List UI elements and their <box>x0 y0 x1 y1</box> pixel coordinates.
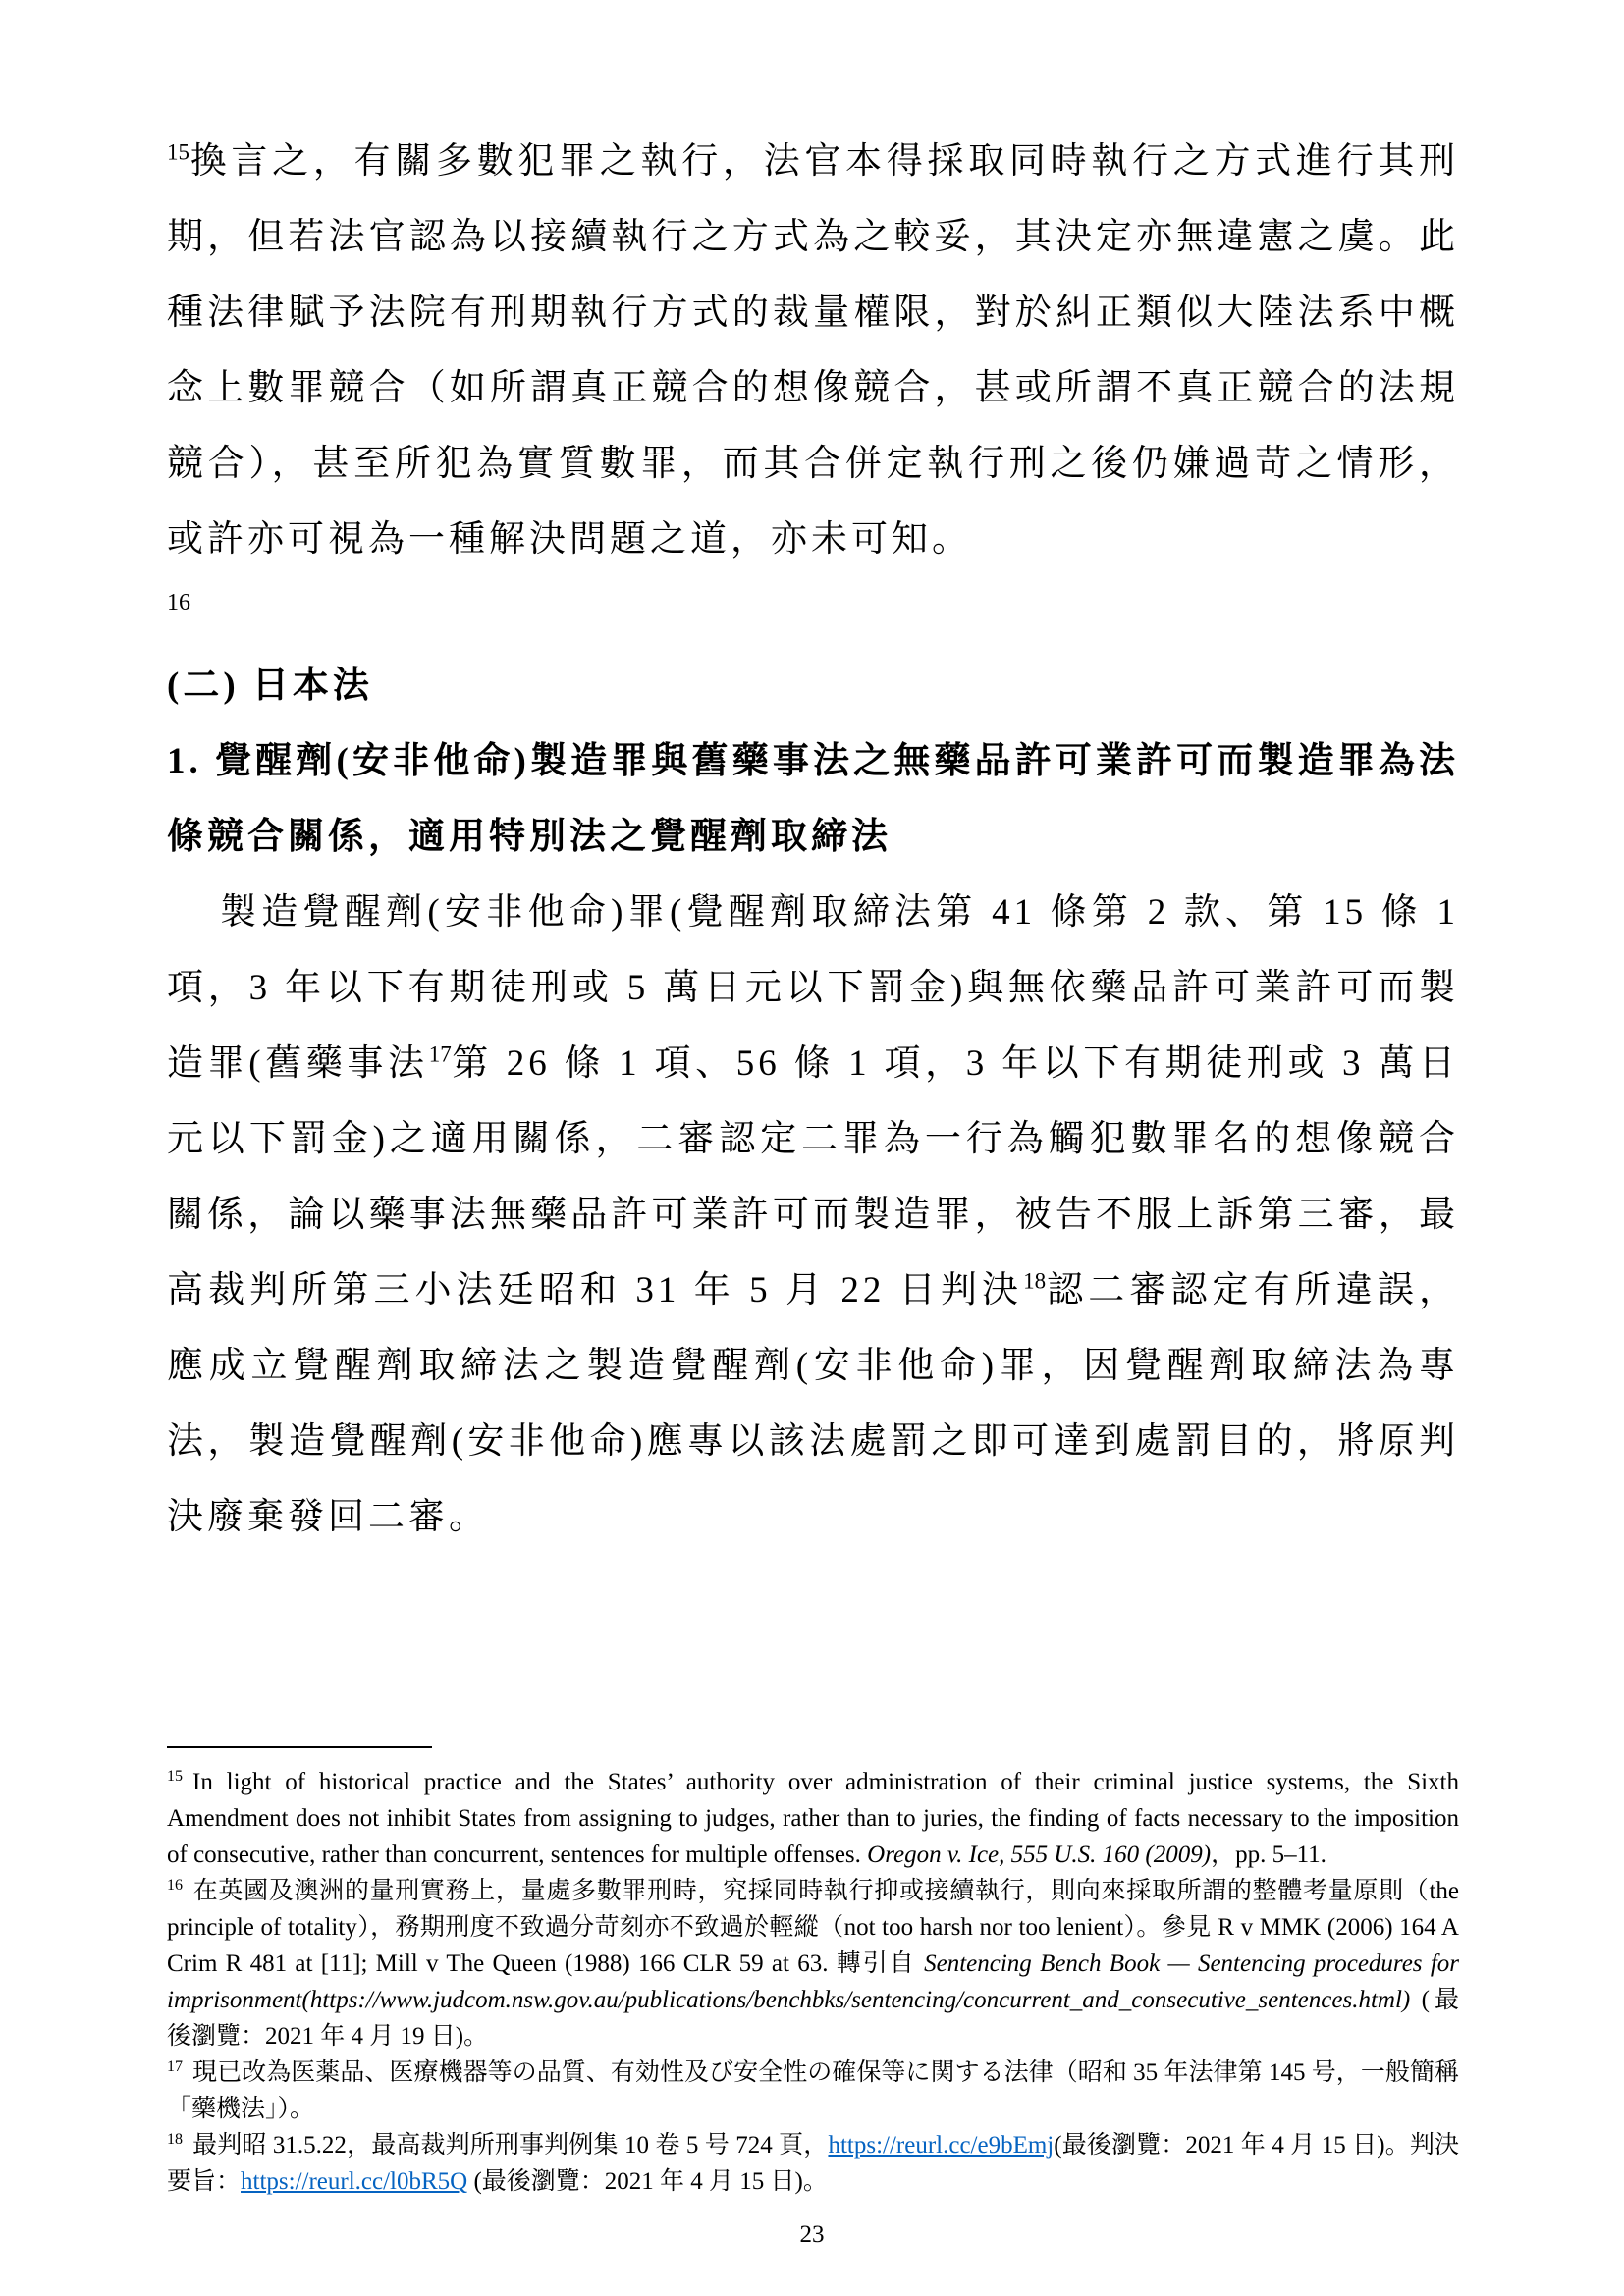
footnote-area <box>167 1746 1459 2200</box>
footnote-text: In light of historical practice and the States’ authority over administration of their criminal justice systems, the Sixth Amendment does not inhibit States from assigning to judges, rather than to juries, the finding of facts necessary to the imposition of consecutive, rather than concurrent, sentences for multiple offenses. <box>167 1769 1459 1868</box>
footnote-ref-16-line <box>167 577 1459 628</box>
footnote-ref-16: 16 <box>167 590 190 615</box>
paragraph-text: 第 26 條 1 項、56 條 1 項，3 年以下有期徒刑或 3 萬日元以下罰金)之適用關係，二審認定二罪為一行為觸犯數罪名的想像競合關係，論以藥事法無藥品許可業許可而製造罪，被告不服上訴第三審，最高裁判所第三小法廷昭和 31 年 5 月 22 日判決 <box>167 1043 1459 1310</box>
footnote-text: 最判昭 31.5.22，最高裁判所刑事判例集 10 卷 5 号 724 頁， <box>192 2132 829 2159</box>
section-heading-japan-law: (二) 日本法 <box>167 666 373 706</box>
page-number: 23 <box>799 2221 825 2248</box>
paragraph-case-analysis <box>167 875 1459 1555</box>
paragraph-sentencing-discussion <box>167 124 1459 577</box>
footnote-18-marker: 18 <box>167 2130 183 2148</box>
footnote-text: (最後瀏覽：2021 年 4 月 15 日)。判決要旨： <box>167 2132 1459 2195</box>
footnote-15 <box>167 1764 1459 1873</box>
paragraph-text: 製造覺醒劑(安非他命)罪(覺醒劑取締法第 41 條第 2 款、第 15 條 1 項，3 年以下有期徒刑或 5 萬日元以下罰金)與無依藥品許可業許可而製造罪(舊藥事法 <box>167 892 1459 1084</box>
footnote-link-judgment[interactable]: https://reurl.cc/e9bEmj <box>828 2132 1055 2159</box>
footnote-text: (最後瀏覽：2021 年 4 月 15 日)。 <box>467 2168 828 2195</box>
footnote-ref-17: 17 <box>428 1041 452 1067</box>
footnote-17-marker: 17 <box>167 2057 183 2075</box>
footnote-case-citation: Oregon v. Ice, 555 U.S. 160 (2009) <box>867 1842 1212 1868</box>
footnote-text: ，pp. 5–11. <box>1211 1842 1326 1868</box>
footnote-18 <box>167 2127 1459 2200</box>
paragraph-text: 認二審認定有所違誤，應成立覺醒劑取締法之製造覺醒劑(安非他命)罪，因覺醒劑取締法為專法，製造覺醒劑(安非他命)應專以該法處罰之即可達到處罰目的，將原判決廢棄發回二審。 <box>167 1270 1459 1537</box>
footnote-text: 在英國及澳洲的量刑實務上，量處多數罪刑時，究採同時執行抑或接續執行，則向來採取所謂的整體考量原則（the principle of totality），務期刑度不致過分苛刻亦不致過於輕縱（not too harsh nor too lenient）。參見 R v MMK (2006) 164 A Crim R 481 at [11]; Mill v The Queen (1988) 166 CLR 59 at 63. 轉引自 <box>167 1878 1459 1977</box>
footnote-text: 現已改為医薬品、医療機器等の品質、有効性及び安全性の確保等に関する法律（昭和 35 年法律第 145 号，一般簡稱「藥機法」）。 <box>167 2059 1459 2122</box>
page-body <box>167 124 1459 1555</box>
footnote-15-marker: 15 <box>167 1767 183 1785</box>
footnote-text: (最後瀏覽：2021 年 4 月 19 日)。 <box>167 1987 1459 2050</box>
subsection-heading-stimulants-case: 1. 覺醒劑(安非他命)製造罪與舊藥事法之無藥品許可業許可而製造罪為法條競合關係，適用特別法之覺醒劑取締法 <box>167 741 1459 857</box>
footnote-separator <box>167 1746 432 1748</box>
footnote-16-marker: 16 <box>167 1876 183 1894</box>
footnote-17 <box>167 2055 1459 2127</box>
footnote-ref-15: 15 <box>167 139 189 165</box>
footnote-source-citation: Sentencing Bench Book — Sentencing procedures for imprisonment(https://www.judcom.nsw.gov.au/publications/benchbks/sentencing/concurrent_and_consecutive_sentences.html) <box>167 1950 1459 2013</box>
footnote-16 <box>167 1873 1459 2055</box>
paragraph-text: 換言之，有關多數犯罪之執行，法官本得採取同時執行之方式進行其刑期，但若法官認為以接續執行之方式為之較妥，其決定亦無違憲之虞。此種法律賦予法院有刑期執行方式的裁量權限，對於糾正類似大陸法系中概念上數罪競合（如所謂真正競合的想像競合，甚或所謂不真正競合的法規競合），甚至所犯為實質數罪，而其合併定執行刑之後仍嫌過苛之情形，或許亦可視為一種解決問題之道，亦未可知。 <box>167 141 1459 560</box>
footnote-link-summary[interactable]: https://reurl.cc/l0bR5Q <box>241 2168 468 2195</box>
footnote-ref-18: 18 <box>1023 1268 1047 1294</box>
